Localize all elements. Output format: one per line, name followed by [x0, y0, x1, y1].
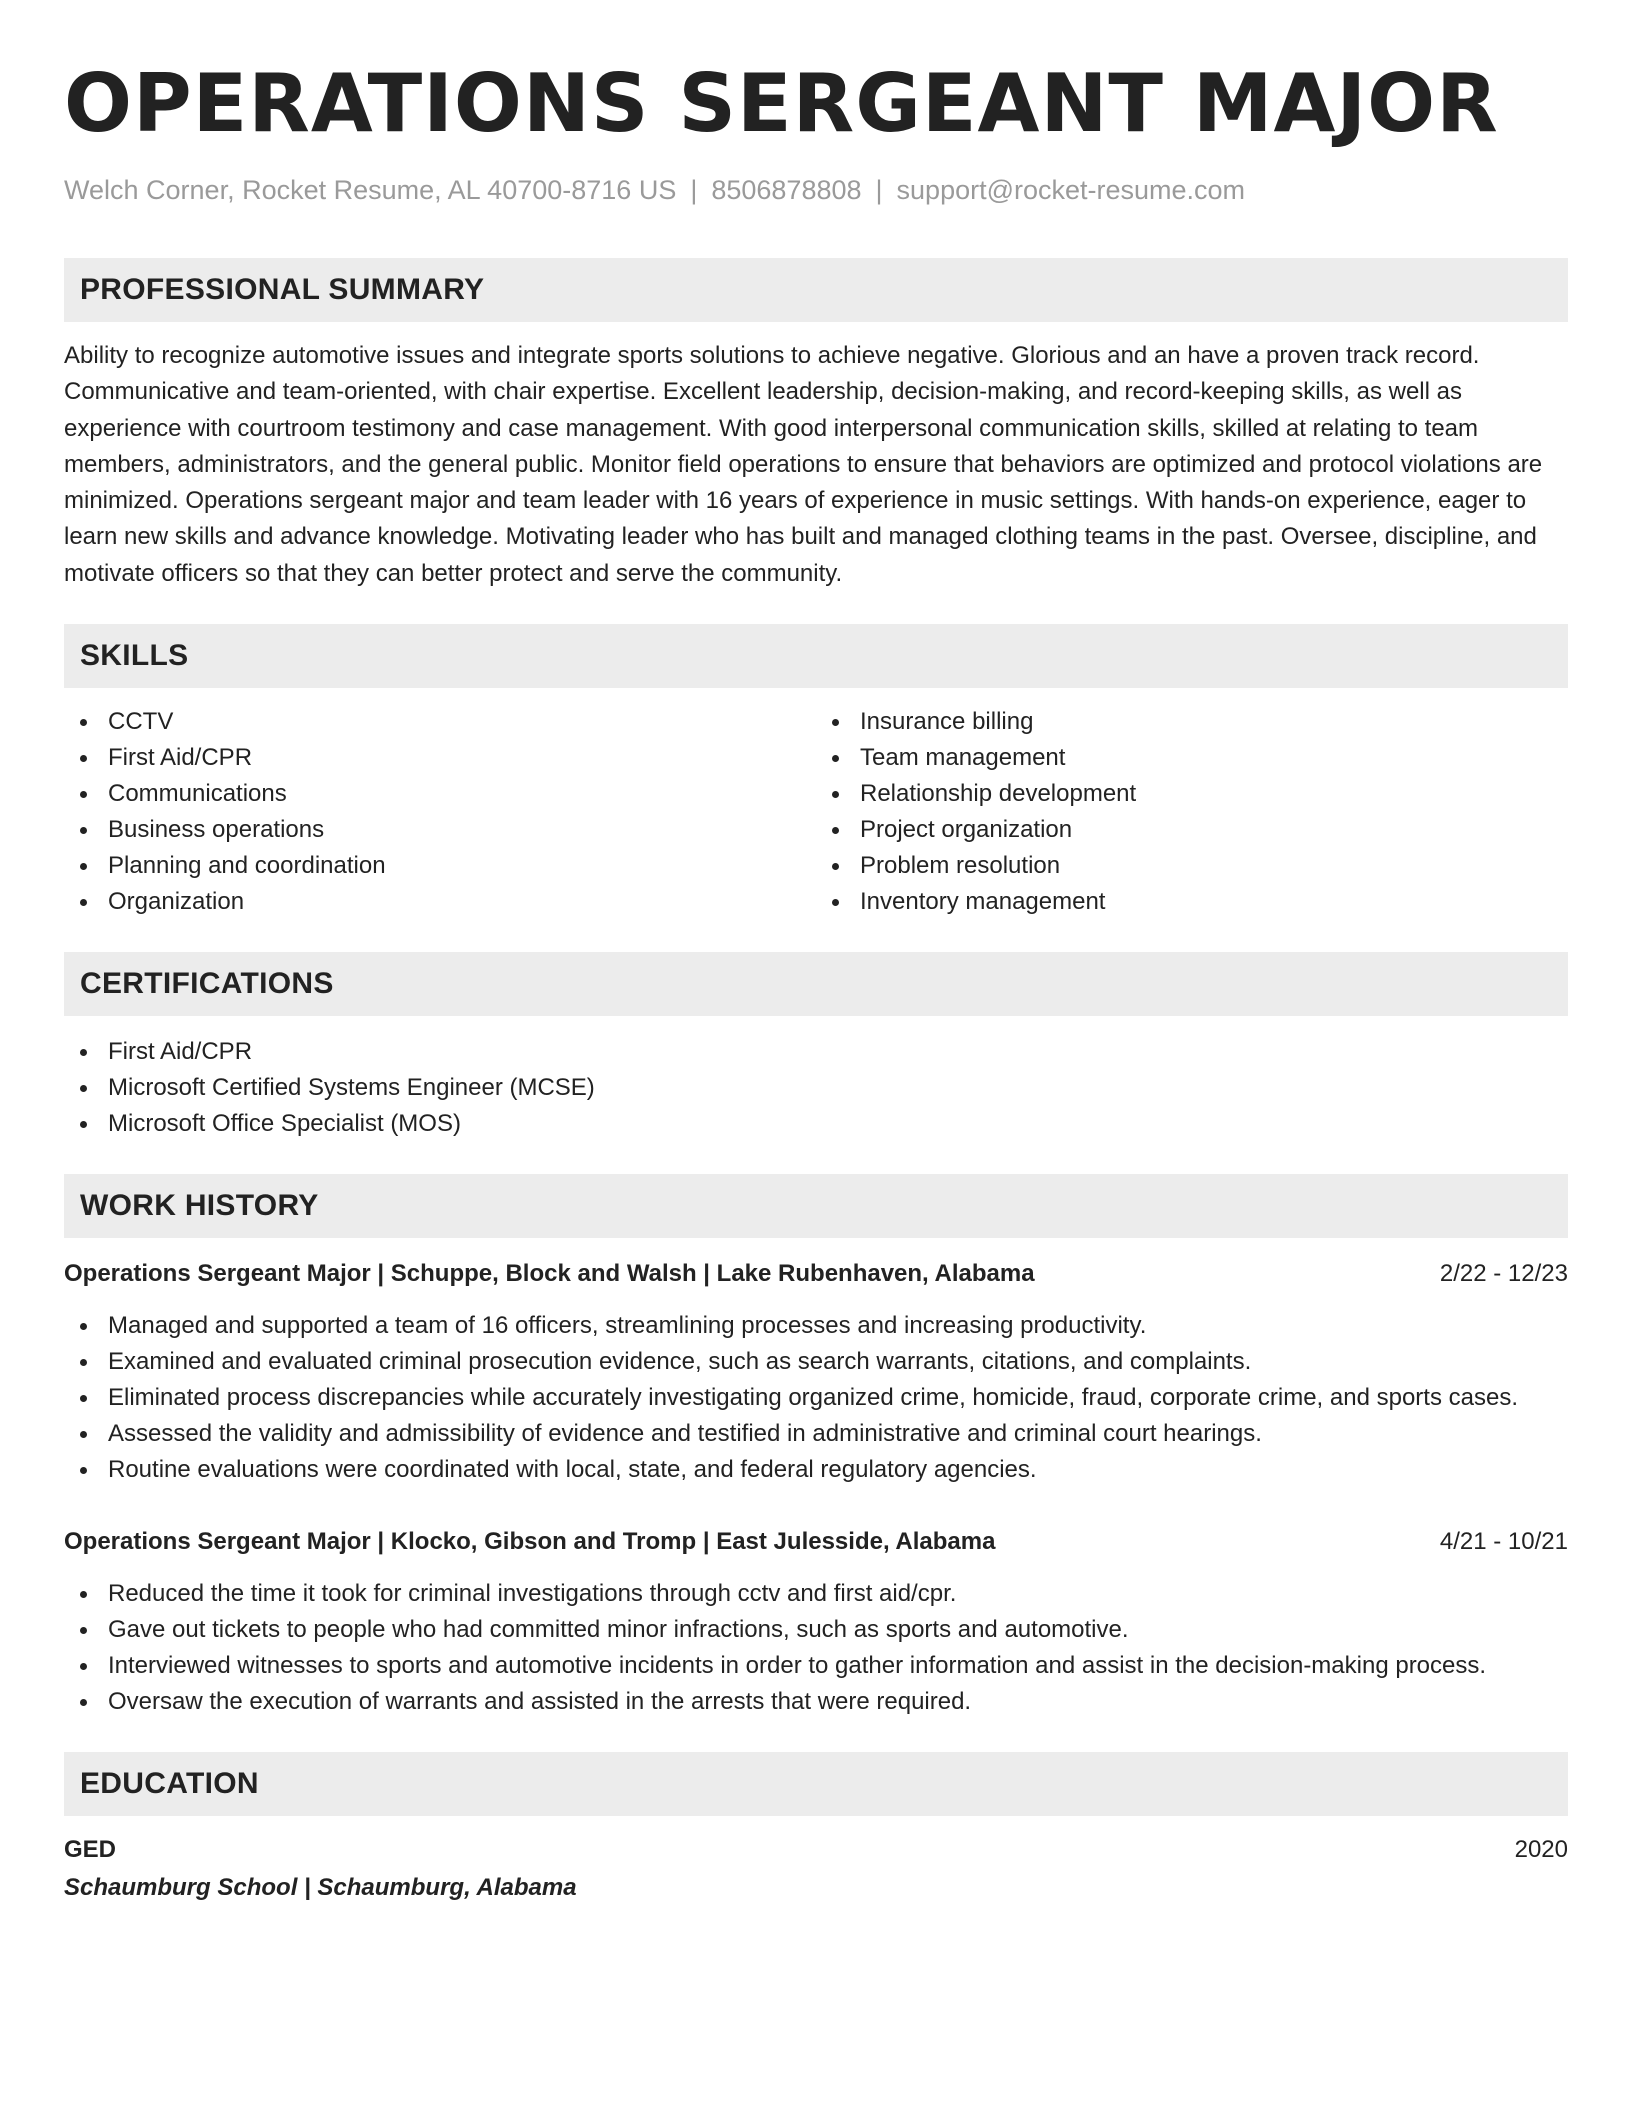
skill-item: Inventory management: [816, 884, 1568, 920]
skill-item: Communications: [64, 776, 816, 812]
job-dates: 2/22 - 12/23: [1439, 1260, 1568, 1288]
skills-column-right: [816, 704, 1568, 920]
job-bullets: [64, 1576, 1568, 1720]
summary-section: [64, 258, 1568, 592]
skill-item: Planning and coordination: [64, 848, 816, 884]
contact-line: [64, 172, 1568, 208]
job-bullet: Managed and supported a team of 16 officers, streamlining processes and increasing productivity.: [64, 1308, 1568, 1344]
job-bullets: [64, 1308, 1568, 1488]
skills-column-left: [64, 704, 816, 920]
skill-item: Relationship development: [816, 776, 1568, 812]
contact-separator: |: [690, 175, 698, 205]
job-bullet: Interviewed witnesses to sports and automotive incidents in order to gather information and assist in the decision-making process.: [64, 1648, 1568, 1684]
skill-item: Insurance billing: [816, 704, 1568, 740]
skill-item: Problem resolution: [816, 848, 1568, 884]
summary-text: Ability to recognize automotive issues and integrate sports solutions to achieve negative. Glorious and an have a proven track record. Communicative and team-oriented, with chair expertise. Excellent leadership, decision-making, and record-keeping skills, as well as experience with courtroom testimony and case management. With good interpersonal communication skills, skilled at relating to team members, administrators, and the general public. Monitor field operations to ensure that behaviors are optimized and protocol violations are minimized. Operations sergeant major and team leader with 16 years of experience in music settings. With hands-on experience, eager to learn new skills and advance knowledge. Motivating leader who has built and managed clothing teams in the past. Oversee, discipline, and motivate officers so that they can better protect and serve the community.: [64, 342, 1543, 587]
certification-item: Microsoft Office Specialist (MOS): [64, 1106, 1568, 1142]
job-title: Operations Sergeant Major | Klocko, Gibson and Tromp | East Julesside, Alabama: [64, 1528, 996, 1556]
job-header: [64, 1524, 1568, 1560]
job-bullet: Examined and evaluated criminal prosecution evidence, such as search warrants, citations, and complaints.: [64, 1344, 1568, 1380]
job-bullet: Routine evaluations were coordinated with local, state, and federal regulatory agencies.: [64, 1452, 1568, 1488]
skills-heading: SKILLS: [64, 624, 1568, 688]
education-heading: EDUCATION: [64, 1752, 1568, 1816]
contact-email: support@rocket-resume.com: [896, 175, 1246, 205]
skill-item: Team management: [816, 740, 1568, 776]
skills-grid: [64, 704, 1568, 920]
skill-item: First Aid/CPR: [64, 740, 816, 776]
skills-list-left: [64, 704, 816, 920]
job-entry: [64, 1524, 1568, 1720]
job-bullet: Assessed the validity and admissibility of evidence and testified in administrative and criminal court hearings.: [64, 1416, 1568, 1452]
certifications-section: [64, 952, 1568, 1142]
job-bullet: Reduced the time it took for criminal investigations through cctv and first aid/cpr.: [64, 1576, 1568, 1612]
skills-section: [64, 624, 1568, 920]
skill-item: Organization: [64, 884, 816, 920]
job-entry: [64, 1256, 1568, 1488]
job-bullet: Gave out tickets to people who had committed minor infractions, such as sports and automotive.: [64, 1612, 1568, 1648]
skill-item: Project organization: [816, 812, 1568, 848]
job-header: [64, 1256, 1568, 1292]
education-year: 2020: [1514, 1836, 1568, 1864]
contact-separator: |: [875, 175, 883, 205]
certifications-heading: CERTIFICATIONS: [64, 952, 1568, 1016]
job-dates: 4/21 - 10/21: [1439, 1528, 1568, 1556]
skill-item: Business operations: [64, 812, 816, 848]
education-degree: GED: [64, 1836, 117, 1864]
job-bullet: Eliminated process discrepancies while accurately investigating organized crime, homicide, fraud, corporate crime, and sports cases.: [64, 1380, 1568, 1416]
education-section: [64, 1752, 1568, 1906]
summary-heading: PROFESSIONAL SUMMARY: [64, 258, 1568, 322]
skill-item: CCTV: [64, 704, 816, 740]
candidate-name: OPERATIONS SERGEANT MAJOR: [64, 57, 1499, 150]
education-school: Schaumburg School | Schaumburg, Alabama: [64, 1874, 577, 1902]
education-entry: [64, 1832, 1568, 1906]
contact-phone: 8506878808: [711, 175, 862, 205]
job-title: Operations Sergeant Major | Schuppe, Block and Walsh | Lake Rubenhaven, Alabama: [64, 1260, 1035, 1288]
skills-list-right: [816, 704, 1568, 920]
certification-item: Microsoft Certified Systems Engineer (MCSE): [64, 1070, 1568, 1106]
work-history-section: [64, 1174, 1568, 1720]
work-history-heading: WORK HISTORY: [64, 1174, 1568, 1238]
contact-address: Welch Corner, Rocket Resume, AL 40700-8716 US: [64, 175, 677, 205]
certifications-list: [64, 1034, 1568, 1142]
job-bullet: Oversaw the execution of warrants and assisted in the arrests that were required.: [64, 1684, 1568, 1720]
education-header: [64, 1832, 1568, 1868]
certification-item: First Aid/CPR: [64, 1034, 1568, 1070]
